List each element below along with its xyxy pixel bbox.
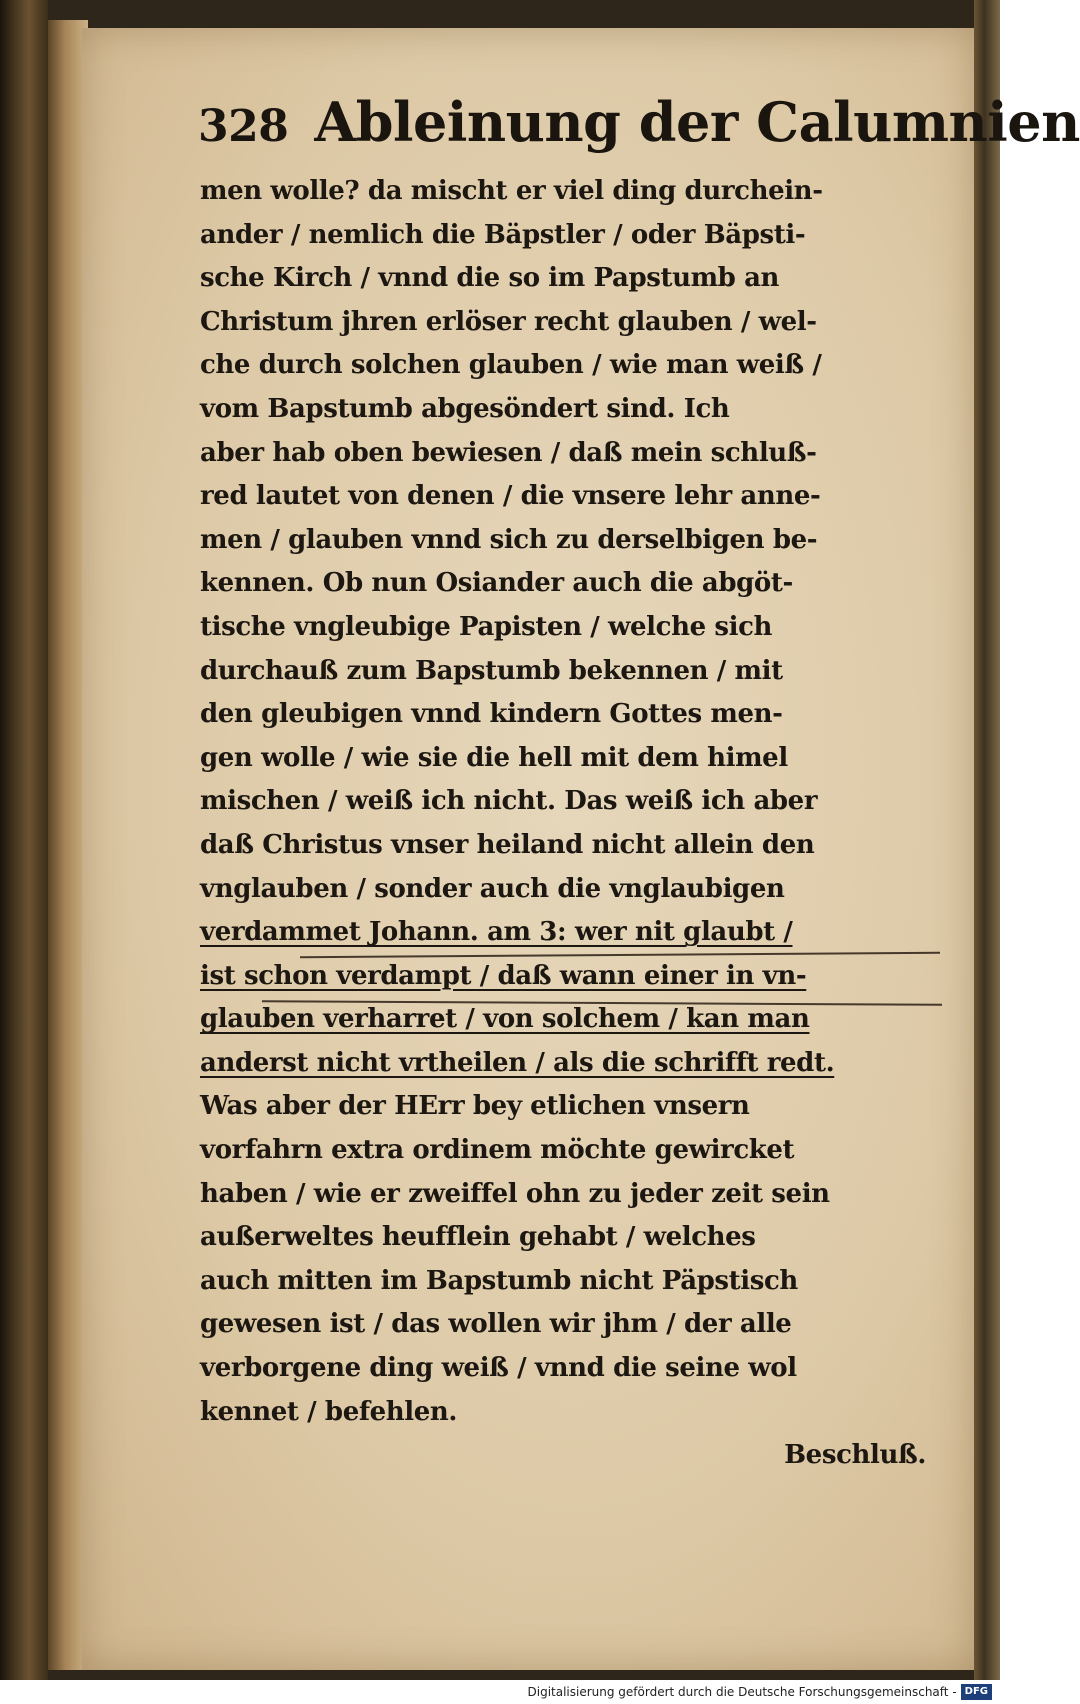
text-line: verborgene ding weiß / vnnd die seine wol: [200, 1353, 797, 1384]
page-number: 328: [198, 101, 289, 152]
text-line: Christum jhren erlöser recht glauben / wel-: [200, 306, 817, 337]
text-line: kennen. Ob nun Osiander auch die abgöt-: [200, 568, 793, 599]
text-line-underlined: glauben verharret / von solchem / kan man: [200, 1004, 810, 1035]
text-line: vnglauben / sonder auch die vnglaubigen: [200, 873, 785, 904]
text-line: mischen / weiß ich nicht. Das weiß ich aber: [200, 786, 818, 817]
footer-credit: Digitalisierung gefördert durch die Deutsche Forschungsgemeinschaft -: [527, 1685, 957, 1699]
book-edge: [974, 0, 1000, 1680]
text-line: men / glauben vnnd sich zu derselbigen be-: [200, 524, 818, 555]
text-line: Was aber der HErr bey etlichen vnsern: [200, 1091, 750, 1122]
text-line: aber hab oben bewiesen / daß mein schluß-: [200, 437, 817, 468]
text-line: gen wolle / wie sie die hell mit dem himel: [200, 742, 788, 773]
text-line: den gleubigen vnnd kindern Gottes men-: [200, 699, 783, 730]
text-line: sche Kirch / vnnd die so im Papstumb an: [200, 263, 780, 294]
dfg-logo-icon: DFG: [961, 1684, 992, 1700]
text-line: daß Christus vnser heiland nicht allein den: [200, 829, 815, 860]
text-line: gewesen ist / das wollen wir jhm / der alle: [200, 1309, 792, 1340]
text-line: men wolle? da mischt er viel ding durchein-: [200, 176, 823, 206]
text-line: che durch solchen glauben / wie man weiß /: [200, 350, 822, 381]
text-line: ander / nemlich die Bäpstler / oder Bäpsti-: [200, 219, 806, 250]
digitization-footer: [0, 1680, 1000, 1704]
text-line: red lautet von denen / die vnsere lehr anne-: [200, 481, 821, 512]
text-line: tische vngleubige Papisten / welche sich: [200, 611, 773, 642]
text-line-underlined: anderst nicht vrtheilen / als die schrifft redt.: [200, 1047, 835, 1078]
catchword: Beschluß.: [784, 1440, 926, 1471]
body-text: [200, 170, 932, 1478]
text-line-underlined: verdammet Johann. am 3: wer nit glaubt /: [200, 917, 793, 948]
page-header: [198, 90, 1080, 170]
text-line: haben / wie er zweiffel ohn zu jeder zeit sein: [200, 1178, 830, 1209]
book-spine: [0, 0, 48, 1680]
text-line: kennet / befehlen.: [200, 1396, 458, 1427]
running-title: Ableinung der Calumnien: [314, 90, 1080, 154]
text-line: durchauß zum Bapstumb bekennen / mit: [200, 655, 783, 686]
text-line-underlined: ist schon verdampt / daß wann einer in vn-: [200, 960, 807, 991]
text-line: außerweltes heufflein gehabt / welches: [200, 1222, 756, 1253]
text-line: auch mitten im Bapstumb nicht Päpstisch: [200, 1265, 798, 1296]
text-line: vom Bapstumb abgesöndert sind. Ich: [200, 393, 730, 424]
text-line: vorfahrn extra ordinem möchte gewircket: [200, 1135, 795, 1166]
